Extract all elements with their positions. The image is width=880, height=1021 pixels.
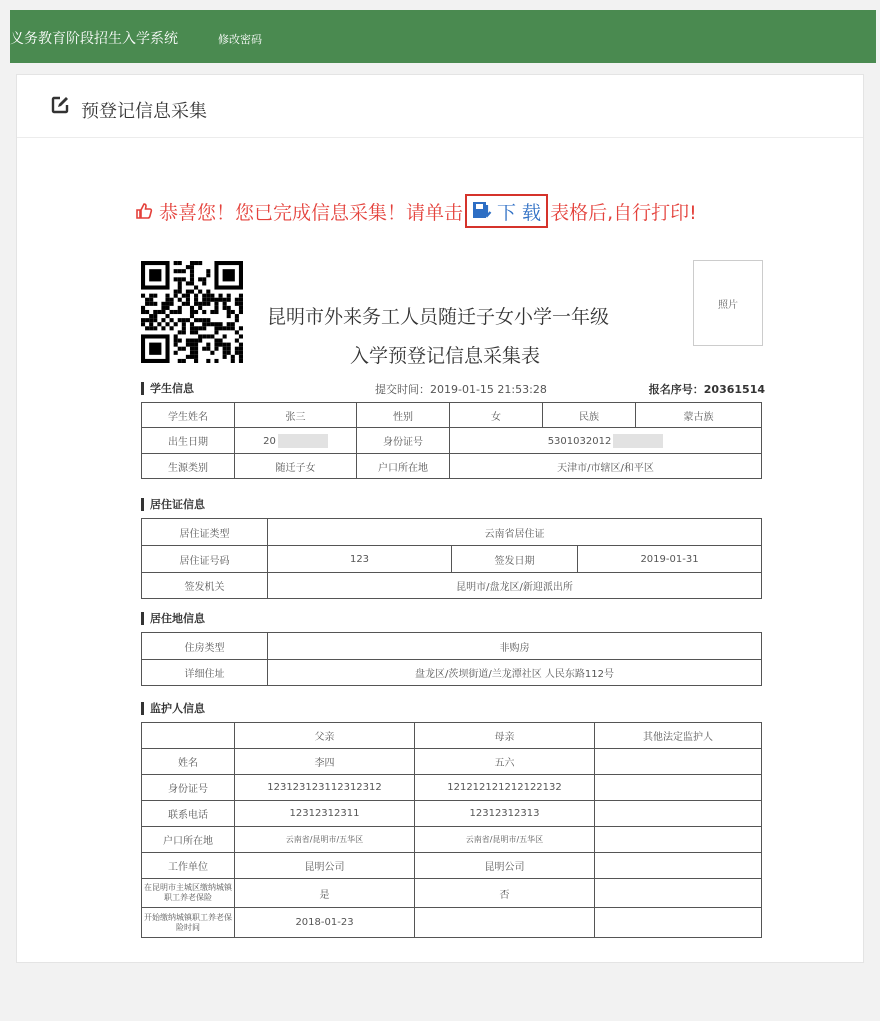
father-value: 云南省/昆明市/五华区 — [235, 827, 415, 853]
issuer-value: 昆明市/盘龙区/新迎派出所 — [268, 573, 762, 599]
address-value: 盘龙区/茨坝街道/兰龙潭社区 人民东路112号 — [268, 660, 762, 686]
table-row — [142, 827, 762, 853]
guardian-row-label: 工作单位 — [142, 853, 235, 879]
other-guardian-value — [595, 749, 762, 775]
table-row — [142, 454, 762, 479]
permit-type-label: 居住证类型 — [142, 519, 268, 546]
system-title: 义务教育阶段招生入学系统 — [10, 31, 178, 47]
info-panel — [16, 74, 864, 963]
source-value: 随迁子女 — [235, 454, 357, 479]
residence-permit-table — [141, 518, 762, 599]
change-password-link[interactable]: 修改密码 — [218, 33, 262, 46]
hukou-label: 户口所在地 — [357, 454, 450, 479]
guardian-row-label: 在昆明市主城区缴纳城镇职工养老保险 — [142, 879, 235, 908]
blur-mask — [613, 434, 663, 448]
other-guardian-value — [595, 853, 762, 879]
notice-text-after: 表格后,自行打印! — [550, 201, 697, 224]
download-button[interactable] — [465, 194, 548, 228]
gender-label: 性别 — [357, 403, 450, 428]
guardian-row-label: 联系电话 — [142, 801, 235, 827]
section-student: 学生信息 — [141, 382, 194, 395]
table-row — [142, 660, 762, 686]
panel-title: 预登记信息采集 — [81, 101, 207, 122]
mother-value: 云南省/昆明市/五华区 — [415, 827, 595, 853]
housing-label: 住房类型 — [142, 633, 268, 660]
student-name: 张三 — [235, 403, 357, 428]
gender-value: 女 — [450, 403, 543, 428]
permit-number-label: 居住证号码 — [142, 546, 268, 573]
father-value: 是 — [235, 879, 415, 908]
housing-value: 非购房 — [268, 633, 762, 660]
guardian-row-label: 姓名 — [142, 749, 235, 775]
father-value: 2018-01-23 — [235, 908, 415, 938]
notice-text-before: 恭喜您！您已完成信息采集！请单击 — [159, 201, 464, 224]
issuer-label: 签发机关 — [142, 573, 268, 599]
top-nav-bar — [10, 10, 876, 63]
table-row — [142, 723, 762, 749]
permit-type-value: 云南省居住证 — [268, 519, 762, 546]
success-notice — [135, 196, 697, 226]
student-table — [141, 402, 762, 479]
table-row — [142, 879, 762, 908]
photo-placeholder: 照片 — [693, 260, 763, 346]
form-title-line2: 入学预登记信息采集表 — [350, 345, 541, 367]
section-guardian: 监护人信息 — [141, 702, 205, 715]
mother-value: 昆明公司 — [415, 853, 595, 879]
other-guardian-value — [595, 801, 762, 827]
address-label: 详细住址 — [142, 660, 268, 686]
submit-time: 提交时间：2019-01-15 21:53:28 — [375, 383, 547, 396]
col-father: 父亲 — [235, 723, 415, 749]
residence-table — [141, 632, 762, 686]
section-residence: 居住地信息 — [141, 612, 205, 625]
id-value: 5301032012 — [547, 435, 612, 447]
birth-label: 出生日期 — [142, 428, 235, 454]
edit-icon — [51, 96, 69, 114]
table-row — [142, 801, 762, 827]
col-other-guardian: 其他法定监护人 — [595, 723, 762, 749]
father-value: 12312312311 — [235, 801, 415, 827]
table-row — [142, 403, 762, 428]
table-row — [142, 775, 762, 801]
father-value: 李四 — [235, 749, 415, 775]
issue-date-value: 2019-01-31 — [578, 546, 762, 573]
father-value: 123123123112312312 — [235, 775, 415, 801]
table-row — [142, 749, 762, 775]
id-label: 身份证号 — [357, 428, 450, 454]
hukou-value: 天津市/市辖区/和平区 — [450, 454, 762, 479]
col-mother: 母亲 — [415, 723, 595, 749]
table-row — [142, 908, 762, 938]
blur-mask — [278, 434, 328, 448]
download-label: 下 载 — [497, 201, 542, 224]
birth-cell — [235, 428, 357, 454]
other-guardian-value — [595, 775, 762, 801]
guardian-blank-header — [142, 723, 235, 749]
table-row — [142, 633, 762, 660]
id-cell — [450, 428, 762, 454]
mother-value: 121212121212122132 — [415, 775, 595, 801]
father-value: 昆明公司 — [235, 853, 415, 879]
birth-value: 20 — [263, 435, 276, 447]
mother-value: 五六 — [415, 749, 595, 775]
ethnicity-value: 蒙古族 — [636, 403, 762, 428]
table-row — [142, 428, 762, 454]
mother-value — [415, 908, 595, 938]
other-guardian-value — [595, 908, 762, 938]
issue-date-label: 签发日期 — [452, 546, 578, 573]
source-label: 生源类别 — [142, 454, 235, 479]
guardian-row-label: 身份证号 — [142, 775, 235, 801]
qr-code — [141, 261, 243, 363]
other-guardian-value — [595, 879, 762, 908]
mother-value: 否 — [415, 879, 595, 908]
serial-number: 报名序号：20361514 — [648, 383, 765, 396]
mother-value: 12312312313 — [415, 801, 595, 827]
thumbs-up-icon — [135, 202, 153, 220]
panel-header — [17, 75, 863, 138]
form-title-line1: 昆明市外来务工人员随迁子女小学一年级 — [267, 306, 610, 328]
other-guardian-value — [595, 827, 762, 853]
table-row — [142, 573, 762, 599]
download-icon — [472, 201, 492, 221]
table-row — [142, 853, 762, 879]
permit-number-value: 123 — [268, 546, 452, 573]
guardian-row-label: 开始缴纳城镇职工养老保险时间 — [142, 908, 235, 938]
table-row — [142, 519, 762, 546]
student-name-label: 学生姓名 — [142, 403, 235, 428]
table-row — [142, 546, 762, 573]
guardian-row-label: 户口所在地 — [142, 827, 235, 853]
section-residence-permit: 居住证信息 — [141, 498, 205, 511]
guardian-table — [141, 722, 762, 938]
ethnicity-label: 民族 — [543, 403, 636, 428]
